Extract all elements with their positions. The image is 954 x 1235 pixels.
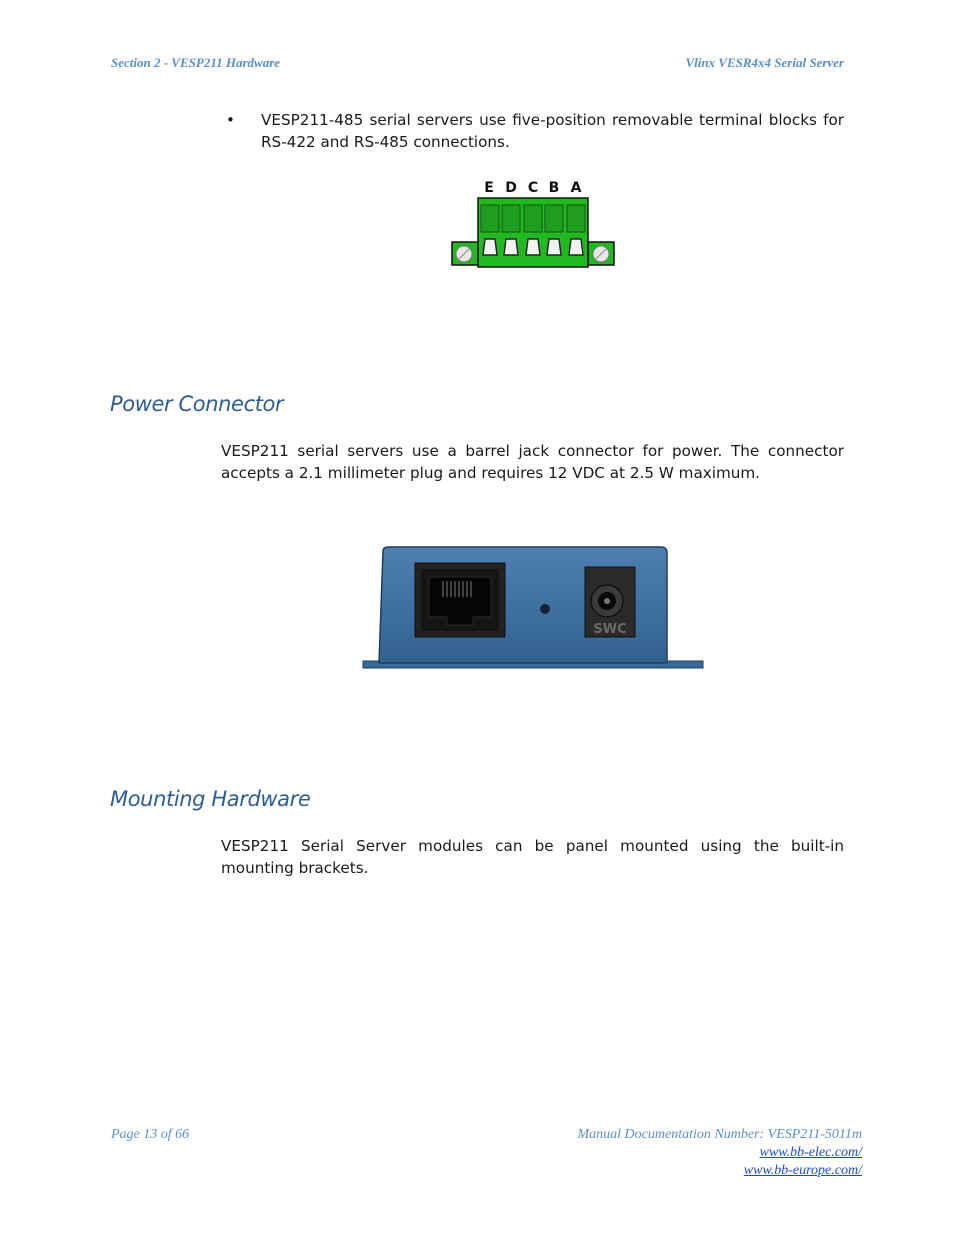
terminal-label-e: E	[484, 180, 494, 196]
mounting-hardware-heading: Mounting Hardware	[110, 787, 311, 811]
link-bb-europe[interactable]: www.bb-europe.com/	[743, 1163, 862, 1178]
terminal-label-c: C	[527, 180, 539, 196]
barrel-jack-marking: SWC	[593, 622, 627, 637]
page-number: Page 13 of 66	[111, 1127, 190, 1142]
link-bb-elec[interactable]: www.bb-elec.com/	[759, 1145, 862, 1160]
terminal-block-diagram	[450, 175, 616, 271]
power-connector-heading: Power Connector	[110, 392, 284, 416]
doc-number: Manual Documentation Number: VESP211-5011m	[577, 1127, 862, 1142]
bullet-symbol: •	[226, 111, 235, 129]
device-photo	[361, 545, 705, 673]
header-section: Section 2 - VESP211 Hardware	[111, 55, 281, 70]
terminal-label-d: D	[505, 180, 517, 196]
terminal-slots	[481, 205, 585, 232]
terminal-label-a: A	[570, 180, 582, 196]
terminal-labels	[484, 180, 581, 196]
led-indicator-icon	[540, 604, 550, 614]
header-product: Vlinx VESR4x4 Serial Server	[685, 55, 844, 70]
mounting-hardware-text: VESP211 Serial Server modules can be panel mounted using the built-in mounting brackets.	[221, 837, 844, 877]
terminal-label-b: B	[548, 180, 560, 196]
power-connector-text: VESP211 serial servers use a barrel jack connector for power. The connector accepts a 2.1 millimeter plug and requires 12 VDC at 2.5 W maximum.	[221, 442, 844, 482]
bullet-text: VESP211-485 serial servers use five-position removable terminal blocks for RS-422 and RS-485 connections.	[261, 111, 844, 151]
